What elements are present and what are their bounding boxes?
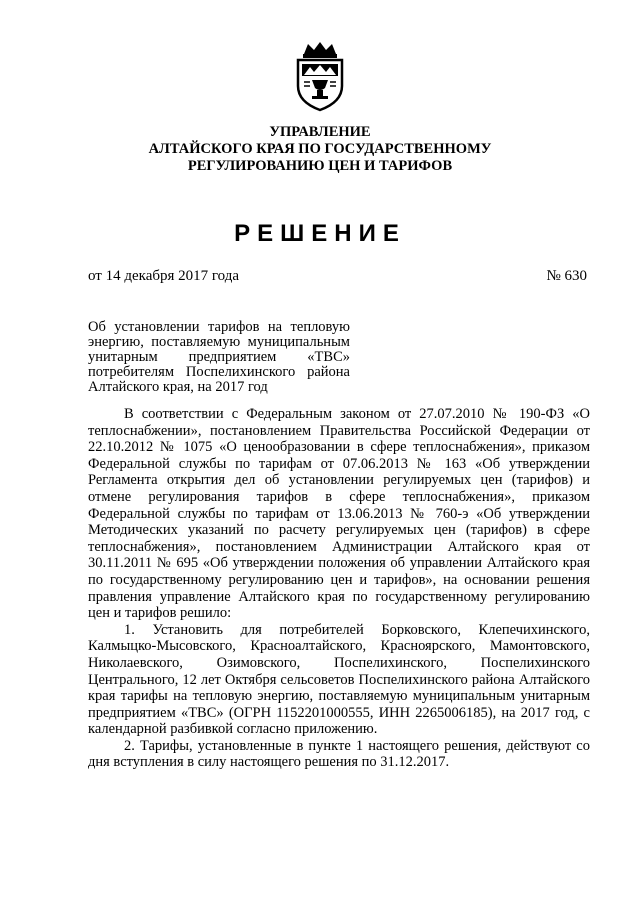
org-line: РЕГУЛИРОВАНИЮ ЦЕН И ТАРИФОВ	[187, 158, 453, 174]
body-paragraph: В соответствии с Федеральным законом от 27.07.2010 № 190-ФЗ «О теплоснабжении», постановлением Правительства Российской Федерации от 22.10.2012 № 1075 «О ценообразовании в сфере теплоснабжения», приказом Федеральной службы по тарифам от 07.06.2013 № 163 «Об утверждении Регламента открытия дел об установлении регулируемых цен (тарифов) и отмене регулирования тарифов в сфере теплоснабжения», приказом Федеральной службы по тарифам от 13.06.2013 № 760-э «Об утверждении Методических указаний по расчету регулируемых цен (тарифов) в сфере теплоснабжения», постановлением Администрации Алтайского края от 30.11.2011 № 695 «Об утверждении положения об управлении Алтайского края по государственному регулированию цен и тарифов», на основании решения правления управление Алтайского края по государственному регулированию цен и тарифов решило:	[88, 406, 590, 622]
body-paragraph: 2. Тарифы, установленные в пункте 1 настоящего решения, действуют со дня вступления в силу настоящего решения по 31.12.2017.	[88, 737, 590, 771]
document-body	[88, 406, 590, 771]
document-type-title: РЕШЕНИЕ	[234, 220, 406, 247]
org-line: АЛТАЙСКОГО КРАЯ ПО ГОСУДАРСТВЕННОМУ	[148, 141, 492, 157]
organization-name	[0, 124, 640, 175]
document-subject: Об установлении тарифов на тепловую энергию, поставляемую муниципальным унитарным предприятием «ТВС» потребителям Поспелихинского района Алтайского края, на 2017 год	[88, 319, 350, 395]
document-number: № 630	[546, 268, 587, 284]
document-date: от 14 декабря 2017 года	[88, 268, 240, 284]
coat-of-arms-icon	[290, 40, 350, 112]
org-line: УПРАВЛЕНИЕ	[269, 124, 371, 140]
body-paragraph: 1. Установить для потребителей Борковского, Клепечихинского, Калмыцко-Мысовского, Красноалтайского, Красноярского, Мамонтовского, Николаевского, Озимовского, Поспелихинского, Поспелихинского Центрального, 12 лет Октября сельсоветов Поспелихинского района Алтайского края тарифы на тепловую энергию, поставляемую муниципальным унитарным предприятием «ТВС» (ОГРН 1152201000555, ИНН 2265006185), на 2017 год, с календарной разбивкой согласно приложению.	[88, 621, 590, 738]
